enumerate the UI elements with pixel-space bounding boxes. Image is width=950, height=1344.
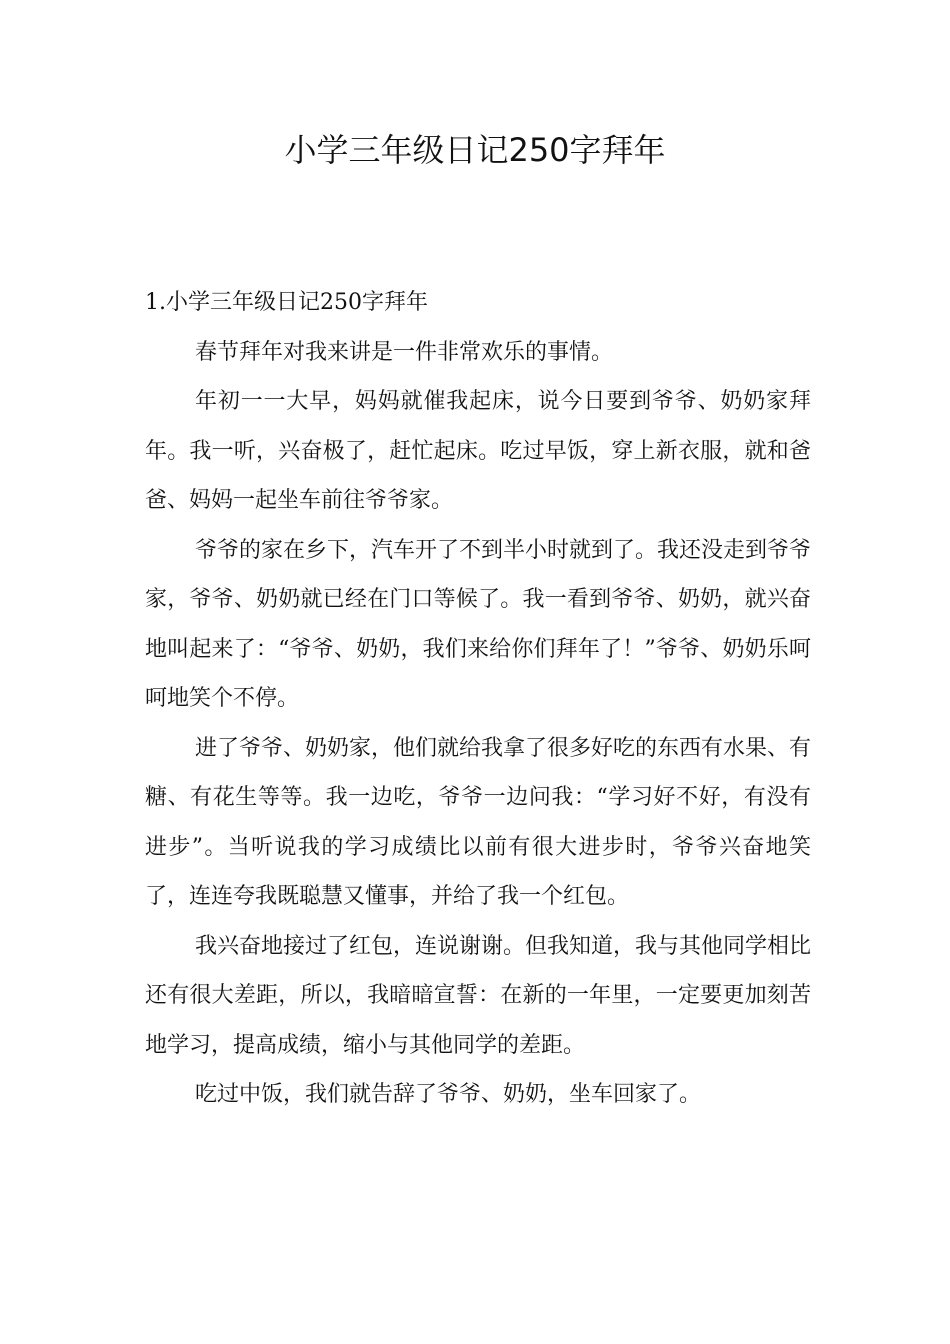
paragraph-5: 我兴奋地接过了红包，连说谢谢。但我知道，我与其他同学相比还有很大差距，所以，我暗暗宣誓：在新的一年里，一定要更加刻苦地学习，提高成绩，缩小与其他同学的差距。 xyxy=(145,933,812,1058)
paragraph-3: 爷爷的家在乡下，汽车开了不到半小时就到了。我还没走到爷爷家，爷爷、奶奶就已经在门口等候了。我一看到爷爷、奶奶，就兴奋地叫起来了：“爷爷、奶奶，我们来给你们拜年了！”爷爷、奶奶乐呵呵地笑个不停。 xyxy=(145,537,812,711)
paragraph-6: 吃过中饭，我们就告辞了爷爷、奶奶，坐车回家了。 xyxy=(195,1082,702,1107)
document-body xyxy=(145,278,811,1120)
document-title: 小学三年级日记250字拜年 xyxy=(284,131,666,169)
section-heading: 1.小学三年级日记250字拜年 xyxy=(145,290,428,315)
paragraph-1: 春节拜年对我来讲是一件非常欢乐的事情。 xyxy=(195,339,614,365)
paragraph-4: 进了爷爷、奶奶家，他们就给我拿了很多好吃的东西有水果、有糖、有花生等等。我一边吃，爷爷一边问我：“学习好不好，有没有进步”。当听说我的学习成绩比以前有很大进步时，爷爷兴奋地笑了，连连夸我既聪慧又懂事，并给了我一个红包。 xyxy=(145,735,812,909)
paragraph-2: 年初一一大早，妈妈就催我起床，说今日要到爷爷、奶奶家拜年。我一听，兴奋极了，赶忙起床。吃过早饭，穿上新衣服，就和爸爸、妈妈一起坐车前往爷爷家。 xyxy=(145,389,811,513)
